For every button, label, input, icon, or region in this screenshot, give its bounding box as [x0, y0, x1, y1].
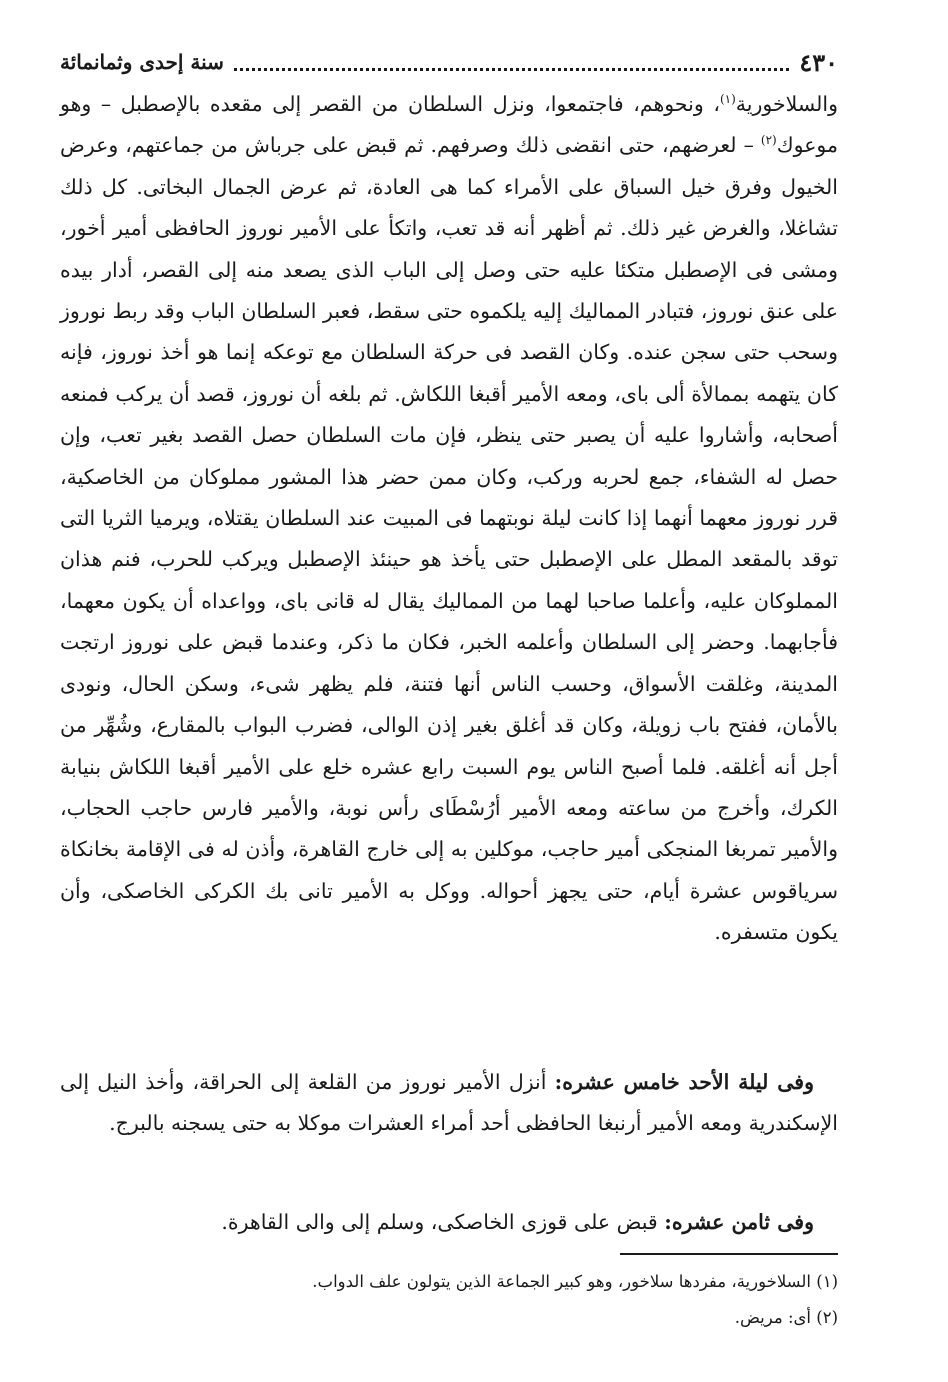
paragraph-1-text-c: – لعرضهم، حتى انقضى ذلك وصرفهم. ثم قبض على جرباش من جماعتهم، وعرض الخيول وفرق خيل السباق على الأمراء كما هى العادة، ثم عرض الجمال البخاتى. كل ذلك تشاغلا، والغرض غير ذلك. ثم أظهر أنه قد تعب، واتكأ على الأمير نوروز الحافظى أمير أخور، ومشى فى الإصطبل متكئا عليه حتى وصل إلى الباب الذى يصعد منه إلى القصر، أدار بيده على عنق نوروز، فتبادر المماليك إليه يلكموه حتى سقط، فعبر السلطان الباب وقد ربط نوروز وسحب حتى سجن عنده. وكان القصد فى حركة السلطان مع توعكه إنما هو أخذ نوروز، فإنه كان يتهمه بممالأة ألى باى، ومعه الأمير أقبغا اللكاش. ثم بلغه أن نوروز، قصد أن يركب فمنعه أصحابه، وأشاروا عليه أن يصبر حتى ينظر، فإن مات السلطان حصل القصد بغير تعب، وإن حصل له الشفاء، جمع لحربه وركب، وكان ممن حضر هذا المشور مملوكان من الخاصكية، قرر نوروز معهما أنهما إذا كانت ليلة نوبتهما فى المبيت عند السلطان يقتلاه، ويرميا الثريا التى توقد بالمقعد المطل على الإصطبل حتى يأخذ هو حينئذ الإصطبل ويركب للحرب، فنم هذان المملوكان عليه، وأعلما صاحبا لهما من المماليك يقال له قانى باى، وواعداه أن يكون معهما، فأجابهما. وحضر إلى السلطان وأعلمه الخبر، فكان ما ذكر، وعندما قبض على نوروز ارتجت المدينة، وغلقت الأسواق، وحسب الناس أنها فتنة، فلم يظهر شىء، وسكن الحال، ونودى بالأمان، ففتح باب زويلة، وكان قد أغلق بغير إذن الوالى، فضرب البواب بالمقارع، وشُهِّر من أجل أنه أغلقه. فلما أصبح الناس يوم السبت رابع عشره خلع على الأمير أقبغا اللكاش بنيابة الكرك، وأخرج من ساعته ومعه الأمير أرُسْطَاى رأس نوبة، والأمير فارس حاجب الحجاب، والأمير تمربغا المنجكى أمير حاجب، موكلين به إلى خارج القاهرة، وأذن له فى الإقامة بخانكاة سرياقوس عشرة أيام، حتى يجهز أحواله. ووكل به الأمير تانى بك الكركى الخاصكى، وأن يكون متسفره.: [60, 133, 839, 945]
footnotes: [60, 1264, 838, 1336]
paragraph-1-text-b: ، ونحوهم، فاجتمعوا، ونزل السلطان من القصر إلى مقعده بالإصطبل – وهو موعوك: [60, 92, 838, 158]
footnote-ref-1[interactable]: (١): [719, 92, 736, 107]
paragraph-3-lead: وفى ثامن عشره:: [664, 1210, 814, 1234]
paragraph-2-text: أنزل الأمير نوروز من القلعة إلى الحراقة، وأخذ النيل إلى الإسكندرية ومعه الأمير أرنبغا الحافظى أحد أمراء العشرات موكلا به حتى يسجنه بالبرج.: [60, 1070, 838, 1136]
running-head: [60, 46, 838, 78]
paragraph-1: [60, 84, 838, 954]
paragraph-1-text-a: والسلاخورية: [735, 92, 838, 116]
footnote-separator: [620, 1253, 838, 1255]
paragraph-3: [60, 1202, 838, 1243]
footnote-1: (١) السلاخورية، مفردها سلاخور، وهو كبير الجماعة الذين يتولون علف الدواب.: [312, 1272, 838, 1291]
paragraph-2: [60, 1062, 838, 1145]
chapter-title: سنة إحدى وثمانمائة: [60, 50, 224, 74]
footnote-ref-2[interactable]: (٢): [760, 133, 777, 148]
main-paragraph: [60, 84, 838, 954]
paragraph-3-text: قبض على قوزى الخاصكى، وسلم إلى والى القاهرة.: [221, 1210, 665, 1234]
page-number: ٤٣٠: [799, 47, 838, 77]
dotted-leader: [234, 54, 789, 71]
paragraph-2-lead: وفى ليلة الأحد خامس عشره:: [554, 1070, 814, 1094]
footnote-2: (٢) أى: مريض.: [734, 1308, 838, 1327]
